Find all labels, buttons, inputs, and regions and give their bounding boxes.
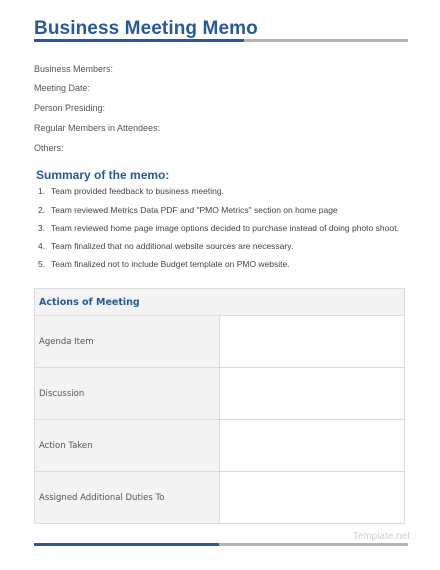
table-row [35,316,405,368]
list-item: 3. Team reviewed home page image options decided to purchase instead of doing photo shoot. [38,223,399,233]
row-label-discussion: Discussion [35,368,220,420]
summary-heading: Summary of the memo: [36,168,170,182]
list-item: 4. Team finalized that no additional website sources are necessary. [38,241,294,251]
actions-table-header: Actions of Meeting [35,289,405,316]
field-others: Others: [34,143,64,153]
row-label-agenda-item: Agenda Item [35,316,220,368]
field-business-members: Business Members: [34,64,114,74]
list-item: 5. Team finalized not to include Budget template on PMO website. [38,259,290,269]
watermark: Template.net [352,531,410,542]
footer-divider [34,543,408,546]
table-row [35,420,405,472]
title-divider [34,39,408,42]
row-value-assigned-duties [220,472,405,524]
row-value-agenda-item [220,316,405,368]
field-meeting-date: Meeting Date: [34,83,91,93]
table-row [35,368,405,420]
actions-table [34,288,405,524]
table-row [35,472,405,524]
list-item: 1. Team provided feedback to business meeting. [38,186,224,196]
page-title: Business Meeting Memo [34,18,258,39]
list-item: 2. Team reviewed Metrics Data PDF and "PMO Metrics" section on home page [38,205,338,215]
row-value-action-taken [220,420,405,472]
row-label-action-taken: Action Taken [35,420,220,472]
field-person-presiding: Person Presiding: [34,103,106,113]
row-label-assigned-duties: Assigned Additional Duties To [35,472,220,524]
row-value-discussion [220,368,405,420]
field-regular-members: Regular Members in Attendees: [34,123,161,133]
